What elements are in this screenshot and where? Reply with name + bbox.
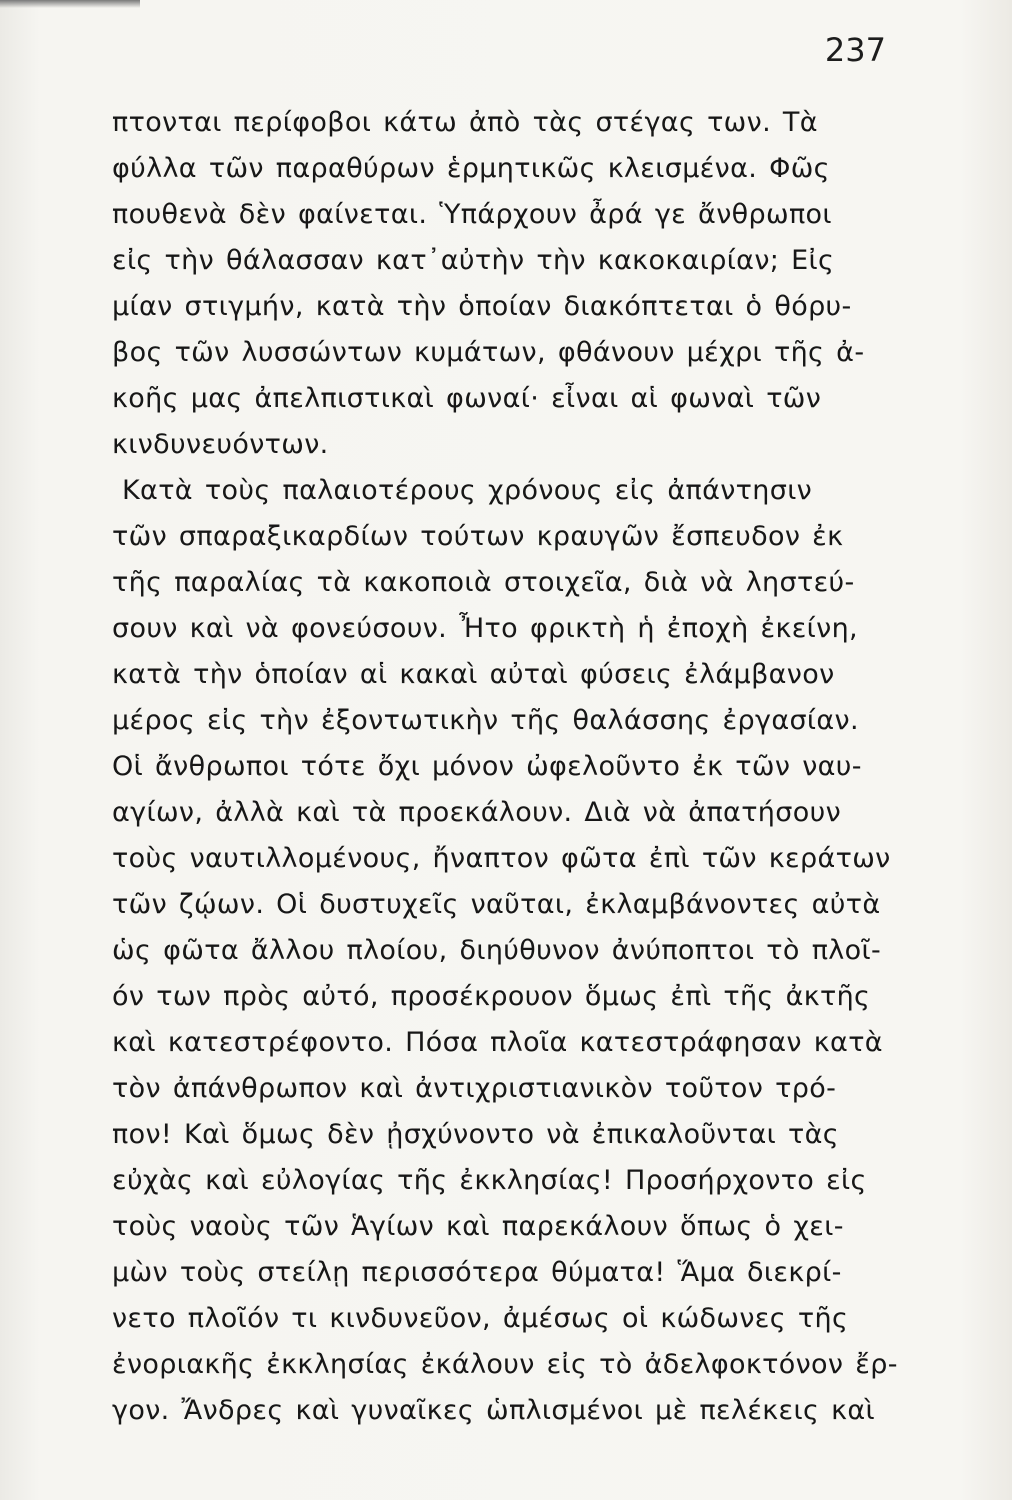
- text-line: μέρος εἰς τὴν ἐξοντωτικὴν τῆς θαλάσσης ἐργασίαν.: [112, 705, 859, 736]
- text-line: αγίων, ἀλλὰ καὶ τὰ προεκάλουν. Διὰ νὰ ἀπατήσουν: [112, 797, 842, 828]
- text-line: καὶ κατεστρέφοντο. Πόσα πλοῖα κατεστράφησαν κατὰ: [112, 1027, 883, 1058]
- text-line: όν των πρὸς αὐτό, προσέκρουον ὅμως ἐπὶ τῆς ἀκτῆς: [112, 981, 871, 1012]
- scan-edge-shadow: [0, 0, 140, 8]
- text-line: τῶν ζῴων. Οἱ δυστυχεῖς ναῦται, ἐκλαμβάνοντες αὐτὰ: [112, 889, 881, 920]
- text-line: εἰς τὴν θάλασσαν κατ᾽αὐτὴν τὴν κακοκαιρίαν; Εἰς: [112, 245, 835, 276]
- paragraph-first-line: Κατὰ τοὺς παλαιοτέρους χρόνους εἰς ἀπάντησιν: [122, 475, 813, 506]
- text-line: βος τῶν λυσσώντων κυμάτων, φθάνουν μέχρι τῆς ἀ-: [112, 337, 865, 368]
- text-line: εὐχὰς καὶ εὐλογίας τῆς ἐκκλησίας! Προσήρχοντο εἰς: [112, 1165, 867, 1196]
- text-line: κοῆς μας ἀπελπιστικαὶ φωναί· εἶναι αἱ φωναὶ τῶν: [112, 383, 822, 414]
- text-line: πτονται περίφοβοι κάτω ἀπὸ τὰς στέγας των. Τὰ: [112, 107, 818, 138]
- text-line: ὡς φῶτα ἄλλου πλοίου, διηύθυνον ἀνύποπτοι τὸ πλοῖ-: [112, 935, 882, 966]
- text-line: γον. Ἄνδρες καὶ γυναῖκες ὡπλισμένοι μὲ πελέκεις καὶ: [112, 1395, 875, 1426]
- text-line: μίαν στιγμήν, κατὰ τὴν ὁποίαν διακόπτεται ὁ θόρυ-: [112, 291, 852, 322]
- text-line: κινδυνευόντων.: [112, 429, 329, 460]
- text-line: νετο πλοῖόν τι κινδυνεῦον, ἀμέσως οἱ κώδωνες τῆς: [112, 1303, 849, 1334]
- text-line: κατὰ τὴν ὁποίαν αἱ κακαὶ αὐταὶ φύσεις ἐλάμβανον: [112, 659, 835, 690]
- text-line: Οἱ ἄνθρωποι τότε ὄχι μόνον ὠφελοῦντο ἐκ τῶν ναυ-: [112, 751, 862, 782]
- text-line: πουθενὰ δὲν φαίνεται. Ὑπάρχουν ἆρά γε ἄνθρωποι: [112, 199, 832, 230]
- text-line: πον! Καὶ ὅμως δὲν ᾐσχύνοντο νὰ ἐπικαλοῦνται τὰς: [112, 1119, 839, 1150]
- text-line: τοὺς ναοὺς τῶν Ἁγίων καὶ παρεκάλουν ὅπως ὁ χει-: [112, 1211, 844, 1242]
- body-text: [112, 101, 954, 1500]
- text-line: τῆς παραλίας τὰ κακοποιὰ στοιχεῖα, διὰ νὰ ληστεύ-: [112, 567, 855, 598]
- text-line: μὼν τοὺς στείλῃ περισσότερα θύματα! Ἅμα διεκρί-: [112, 1257, 842, 1288]
- text-line: σουν καὶ νὰ φονεύσουν. Ἦτο φρικτὴ ἡ ἐποχὴ ἐκείνη,: [112, 613, 858, 644]
- text-line: τοὺς ναυτιλλομένους, ἤναπτον φῶτα ἐπὶ τῶν κεράτων: [112, 843, 891, 874]
- text-line: τὸν ἀπάνθρωπον καὶ ἀντιχριστιανικὸν τοῦτον τρό-: [112, 1073, 837, 1104]
- text-line: φύλλα τῶν παραθύρων ἑρμητικῶς κλεισμένα. Φῶς: [112, 153, 830, 184]
- text-line: τῶν σπαραξικαρδίων τούτων κραυγῶν ἔσπευδον ἐκ: [112, 521, 844, 552]
- text-line: ἐνοριακῆς ἐκκλησίας ἐκάλουν εἰς τὸ ἀδελφοκτόνον ἔρ-: [112, 1349, 898, 1380]
- page-number: 237: [824, 31, 886, 69]
